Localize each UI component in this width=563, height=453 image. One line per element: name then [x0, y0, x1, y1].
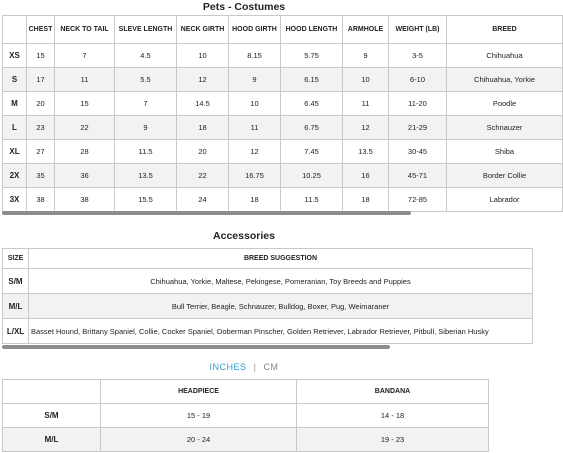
table-cell: 13.5: [343, 140, 389, 164]
unit-toggle: [0, 362, 488, 372]
header-neck-to-tail: NECK TO TAIL: [55, 16, 115, 44]
table-row: [3, 319, 533, 344]
costumes-scrollbar[interactable]: [2, 211, 411, 215]
table-cell: 6-10: [389, 68, 447, 92]
accessories-header-row: [3, 249, 533, 269]
table-cell: 7: [115, 92, 177, 116]
costumes-table: [2, 15, 563, 212]
table-row: [3, 164, 563, 188]
table-cell: 6.15: [281, 68, 343, 92]
accessory-sizes-scroll: [2, 379, 488, 453]
table-cell: 11: [55, 68, 115, 92]
table-cell: 13.5: [115, 164, 177, 188]
table-cell: 24: [177, 188, 229, 212]
header-neck-girth: NECK GIRTH: [177, 16, 229, 44]
table-cell: Chihuahua: [447, 44, 563, 68]
table-cell: 15.5: [115, 188, 177, 212]
table-row: [3, 428, 489, 452]
costumes-table-scroll[interactable]: [2, 15, 535, 211]
table-cell: 28: [55, 140, 115, 164]
inches-tab[interactable]: INCHES: [209, 362, 247, 372]
table-cell: Labrador: [447, 188, 563, 212]
table-cell: 7.45: [281, 140, 343, 164]
table-cell: 18: [229, 188, 281, 212]
header-cell: [3, 380, 101, 404]
table-row: [3, 68, 563, 92]
table-cell: 14 - 18: [297, 404, 489, 428]
table-cell: 22: [177, 164, 229, 188]
size-cell: 3X: [3, 188, 27, 212]
accessories-table-scroll[interactable]: [2, 248, 488, 343]
table-cell: 14.5: [177, 92, 229, 116]
size-cell: L/XL: [3, 319, 29, 344]
table-cell: Chihuahua, Yorkie: [447, 68, 563, 92]
table-cell: 18: [343, 188, 389, 212]
table-cell: 72-85: [389, 188, 447, 212]
table-cell: 9: [229, 68, 281, 92]
table-cell: 6.75: [281, 116, 343, 140]
table-cell: 10: [343, 68, 389, 92]
table-cell: 22: [55, 116, 115, 140]
size-cell: M/L: [3, 294, 29, 319]
table-row: [3, 294, 533, 319]
table-cell: 10.25: [281, 164, 343, 188]
breed-suggestion-cell: Bull Terrier, Beagle, Schnauzer, Bulldog, Boxer, Pug, Weimaraner: [29, 294, 533, 319]
header-size: SIZE: [3, 249, 29, 269]
costumes-title: Pets - Costumes: [202, 1, 286, 13]
table-cell: 10: [177, 44, 229, 68]
table-cell: 18: [177, 116, 229, 140]
table-cell: 8.15: [229, 44, 281, 68]
table-cell: Border Collie: [447, 164, 563, 188]
cm-tab[interactable]: CM: [263, 362, 279, 372]
table-cell: 45-71: [389, 164, 447, 188]
header-bandana: BANDANA: [297, 380, 489, 404]
table-row: [3, 188, 563, 212]
table-row: [3, 92, 563, 116]
table-cell: 5.5: [115, 68, 177, 92]
table-cell: 11: [229, 116, 281, 140]
table-cell: 35: [27, 164, 55, 188]
accessories-scrollbar[interactable]: [2, 345, 390, 349]
table-cell: 19 - 23: [297, 428, 489, 452]
table-row: [3, 44, 563, 68]
size-cell: S/M: [3, 269, 29, 294]
table-row: [3, 404, 489, 428]
header-armhole: ARMHOLE: [343, 16, 389, 44]
costumes-header-row: [3, 16, 563, 44]
table-cell: 11: [343, 92, 389, 116]
table-cell: 15: [55, 92, 115, 116]
table-cell: 20 - 24: [101, 428, 297, 452]
size-cell: L: [3, 116, 27, 140]
table-cell: 27: [27, 140, 55, 164]
table-cell: Shiba: [447, 140, 563, 164]
table-cell: 11.5: [281, 188, 343, 212]
size-cell: 2X: [3, 164, 27, 188]
size-cell: S/M: [3, 404, 101, 428]
table-cell: 20: [177, 140, 229, 164]
table-cell: 6.45: [281, 92, 343, 116]
accessories-title: Accessories: [213, 230, 275, 242]
table-cell: 5.75: [281, 44, 343, 68]
table-cell: 16: [343, 164, 389, 188]
table-cell: 10: [229, 92, 281, 116]
table-cell: 16.75: [229, 164, 281, 188]
table-cell: 38: [55, 188, 115, 212]
table-cell: 30-45: [389, 140, 447, 164]
header-sleeve-length: SLEVE LENGTH: [115, 16, 177, 44]
unit-separator: |: [253, 362, 257, 372]
table-cell: Schnauzer: [447, 116, 563, 140]
header-hood-girth: HOOD GIRTH: [229, 16, 281, 44]
header-breed-suggestion: BREED SUGGESTION: [29, 249, 533, 269]
size-cell: XS: [3, 44, 27, 68]
table-cell: 3-5: [389, 44, 447, 68]
size-cell: M/L: [3, 428, 101, 452]
header-headpiece: HEADPIECE: [101, 380, 297, 404]
table-cell: 21-29: [389, 116, 447, 140]
table-cell: 9: [343, 44, 389, 68]
accessory-sizes-table: [2, 379, 489, 452]
table-cell: 12: [229, 140, 281, 164]
accessory-sizes-header-row: [3, 380, 489, 404]
table-cell: 4.5: [115, 44, 177, 68]
table-cell: 12: [177, 68, 229, 92]
table-cell: 20: [27, 92, 55, 116]
table-cell: 9: [115, 116, 177, 140]
header-breed: BREED: [447, 16, 563, 44]
table-cell: 38: [27, 188, 55, 212]
table-row: [3, 269, 533, 294]
table-cell: 12: [343, 116, 389, 140]
breed-suggestion-cell: Basset Hound, Brittany Spaniel, Collie, Cocker Spaniel, Doberman Pinscher, Golden Retriever, Labrador Retriever, Pitbull, Siberian Husky: [29, 319, 533, 344]
table-cell: 11-20: [389, 92, 447, 116]
table-cell: 36: [55, 164, 115, 188]
header-cell: [3, 16, 27, 44]
table-row: [3, 140, 563, 164]
table-cell: 15: [27, 44, 55, 68]
size-cell: S: [3, 68, 27, 92]
table-cell: 7: [55, 44, 115, 68]
header-weight: WEIGHT (LB): [389, 16, 447, 44]
table-row: [3, 116, 563, 140]
size-cell: M: [3, 92, 27, 116]
header-hood-length: HOOD LENGTH: [281, 16, 343, 44]
accessories-table: [2, 248, 533, 344]
table-cell: 17: [27, 68, 55, 92]
table-cell: 11.5: [115, 140, 177, 164]
table-cell: 15 - 19: [101, 404, 297, 428]
table-cell: Poodle: [447, 92, 563, 116]
table-cell: 23: [27, 116, 55, 140]
breed-suggestion-cell: Chihuahua, Yorkie, Maltese, Pekingese, Pomeranian, Toy Breeds and Puppies: [29, 269, 533, 294]
size-cell: XL: [3, 140, 27, 164]
header-chest: CHEST: [27, 16, 55, 44]
